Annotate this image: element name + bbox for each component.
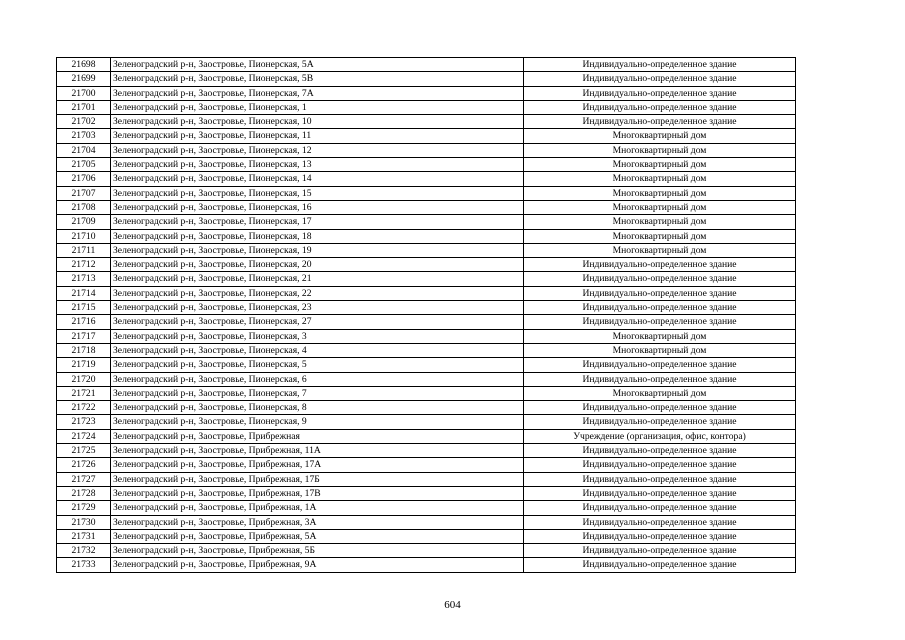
table-row <box>57 558 796 572</box>
row-building-type-cell: Индивидуально-определенное здание <box>524 115 796 129</box>
table-row <box>57 200 796 214</box>
row-building-type-cell: Многоквартирный дом <box>524 215 796 229</box>
row-building-type-cell: Индивидуально-определенное здание <box>524 315 796 329</box>
row-address-cell: Зеленоградский р-н, Заостровье, Пионерская, 22 <box>111 286 524 300</box>
row-id-cell: 21703 <box>57 129 111 143</box>
row-building-type-cell: Индивидуально-определенное здание <box>524 558 796 572</box>
row-address-cell: Зеленоградский р-н, Заостровье, Прибрежная, 17Б <box>111 472 524 486</box>
table-row <box>57 286 796 300</box>
row-building-type-cell: Индивидуально-определенное здание <box>524 358 796 372</box>
row-id-cell: 21729 <box>57 501 111 515</box>
row-building-type-cell: Индивидуально-определенное здание <box>524 286 796 300</box>
row-address-cell: Зеленоградский р-н, Заостровье, Пионерская, 7 <box>111 386 524 400</box>
table-row <box>57 329 796 343</box>
table-row <box>57 444 796 458</box>
row-building-type-cell: Индивидуально-определенное здание <box>524 415 796 429</box>
row-id-cell: 21708 <box>57 200 111 214</box>
table-row <box>57 229 796 243</box>
row-address-cell: Зеленоградский р-н, Заостровье, Пионерская, 21 <box>111 272 524 286</box>
row-id-cell: 21709 <box>57 215 111 229</box>
row-id-cell: 21713 <box>57 272 111 286</box>
row-id-cell: 21711 <box>57 243 111 257</box>
table-row <box>57 501 796 515</box>
row-address-cell: Зеленоградский р-н, Заостровье, Прибрежная, 5А <box>111 529 524 543</box>
row-address-cell: Зеленоградский р-н, Заостровье, Пионерская, 19 <box>111 243 524 257</box>
row-address-cell: Зеленоградский р-н, Заостровье, Пионерская, 8 <box>111 401 524 415</box>
table-row <box>57 258 796 272</box>
row-id-cell: 21731 <box>57 529 111 543</box>
row-building-type-cell: Многоквартирный дом <box>524 200 796 214</box>
row-building-type-cell: Многоквартирный дом <box>524 329 796 343</box>
row-address-cell: Зеленоградский р-н, Заостровье, Пионерская, 3 <box>111 329 524 343</box>
table-row <box>57 415 796 429</box>
table-row <box>57 358 796 372</box>
row-building-type-cell: Индивидуально-определенное здание <box>524 444 796 458</box>
row-address-cell: Зеленоградский р-н, Заостровье, Пионерская, 17 <box>111 215 524 229</box>
row-building-type-cell: Многоквартирный дом <box>524 172 796 186</box>
row-id-cell: 21723 <box>57 415 111 429</box>
row-id-cell: 21724 <box>57 429 111 443</box>
row-id-cell: 21719 <box>57 358 111 372</box>
row-building-type-cell: Многоквартирный дом <box>524 343 796 357</box>
row-id-cell: 21701 <box>57 100 111 114</box>
table-row <box>57 243 796 257</box>
page-number: 604 <box>444 599 461 611</box>
row-address-cell: Зеленоградский р-н, Заостровье, Пионерская, 23 <box>111 301 524 315</box>
table-row <box>57 186 796 200</box>
row-id-cell: 21728 <box>57 486 111 500</box>
row-address-cell: Зеленоградский р-н, Заостровье, Пионерская, 6 <box>111 372 524 386</box>
row-building-type-cell: Индивидуально-определенное здание <box>524 301 796 315</box>
row-address-cell: Зеленоградский р-н, Заостровье, Пионерская, 13 <box>111 158 524 172</box>
row-building-type-cell: Многоквартирный дом <box>524 186 796 200</box>
row-building-type-cell: Многоквартирный дом <box>524 386 796 400</box>
row-building-type-cell: Индивидуально-определенное здание <box>524 501 796 515</box>
row-address-cell: Зеленоградский р-н, Заостровье, Пионерская, 14 <box>111 172 524 186</box>
row-address-cell: Зеленоградский р-н, Заостровье, Прибрежная, 1А <box>111 501 524 515</box>
table-row <box>57 386 796 400</box>
table-row <box>57 401 796 415</box>
registry-table <box>56 57 796 573</box>
row-building-type-cell: Индивидуально-определенное здание <box>524 486 796 500</box>
row-building-type-cell: Индивидуально-определенное здание <box>524 529 796 543</box>
row-building-type-cell: Индивидуально-определенное здание <box>524 458 796 472</box>
row-id-cell: 21720 <box>57 372 111 386</box>
row-id-cell: 21714 <box>57 286 111 300</box>
row-id-cell: 21700 <box>57 86 111 100</box>
row-id-cell: 21716 <box>57 315 111 329</box>
row-address-cell: Зеленоградский р-н, Заостровье, Пионерская, 4 <box>111 343 524 357</box>
table-row <box>57 58 796 72</box>
row-address-cell: Зеленоградский р-н, Заостровье, Пионерская, 10 <box>111 115 524 129</box>
row-address-cell: Зеленоградский р-н, Заостровье, Прибрежная, 3А <box>111 515 524 529</box>
row-building-type-cell: Индивидуально-определенное здание <box>524 472 796 486</box>
table-row <box>57 215 796 229</box>
row-address-cell: Зеленоградский р-н, Заостровье, Пионерская, 16 <box>111 200 524 214</box>
row-id-cell: 21722 <box>57 401 111 415</box>
row-address-cell: Зеленоградский р-н, Заостровье, Пионерская, 20 <box>111 258 524 272</box>
row-id-cell: 21726 <box>57 458 111 472</box>
registry-table-body <box>57 58 796 573</box>
table-row <box>57 529 796 543</box>
table-row <box>57 458 796 472</box>
row-address-cell: Зеленоградский р-н, Заостровье, Пионерская, 1 <box>111 100 524 114</box>
table-row <box>57 343 796 357</box>
row-id-cell: 21727 <box>57 472 111 486</box>
table-row <box>57 158 796 172</box>
table-row <box>57 315 796 329</box>
row-building-type-cell: Индивидуально-определенное здание <box>524 258 796 272</box>
row-address-cell: Зеленоградский р-н, Заостровье, Пионерская, 5 <box>111 358 524 372</box>
table-row <box>57 472 796 486</box>
row-building-type-cell: Индивидуально-определенное здание <box>524 372 796 386</box>
row-building-type-cell: Индивидуально-определенное здание <box>524 58 796 72</box>
table-row <box>57 100 796 114</box>
row-building-type-cell: Индивидуально-определенное здание <box>524 544 796 558</box>
table-row <box>57 544 796 558</box>
row-id-cell: 21710 <box>57 229 111 243</box>
row-building-type-cell: Многоквартирный дом <box>524 129 796 143</box>
row-address-cell: Зеленоградский р-н, Заостровье, Пионерская, 27 <box>111 315 524 329</box>
row-id-cell: 21721 <box>57 386 111 400</box>
row-address-cell: Зеленоградский р-н, Заостровье, Прибрежная, 9А <box>111 558 524 572</box>
row-building-type-cell: Индивидуально-определенное здание <box>524 401 796 415</box>
row-address-cell: Зеленоградский р-н, Заостровье, Пионерская, 15 <box>111 186 524 200</box>
row-building-type-cell: Учреждение (организация, офис, контора) <box>524 429 796 443</box>
row-address-cell: Зеленоградский р-н, Заостровье, Пионерская, 12 <box>111 143 524 157</box>
row-id-cell: 21725 <box>57 444 111 458</box>
row-id-cell: 21707 <box>57 186 111 200</box>
row-id-cell: 21717 <box>57 329 111 343</box>
row-building-type-cell: Многоквартирный дом <box>524 158 796 172</box>
row-building-type-cell: Многоквартирный дом <box>524 143 796 157</box>
row-address-cell: Зеленоградский р-н, Заостровье, Пионерская, 9 <box>111 415 524 429</box>
table-row <box>57 486 796 500</box>
row-building-type-cell: Индивидуально-определенное здание <box>524 72 796 86</box>
table-row <box>57 372 796 386</box>
row-id-cell: 21705 <box>57 158 111 172</box>
row-address-cell: Зеленоградский р-н, Заостровье, Пионерская, 5В <box>111 72 524 86</box>
row-building-type-cell: Индивидуально-определенное здание <box>524 86 796 100</box>
row-building-type-cell: Многоквартирный дом <box>524 243 796 257</box>
row-id-cell: 21718 <box>57 343 111 357</box>
row-id-cell: 21715 <box>57 301 111 315</box>
row-building-type-cell: Многоквартирный дом <box>524 229 796 243</box>
table-row <box>57 72 796 86</box>
row-address-cell: Зеленоградский р-н, Заостровье, Пионерская, 11 <box>111 129 524 143</box>
table-row <box>57 429 796 443</box>
row-id-cell: 21712 <box>57 258 111 272</box>
row-address-cell: Зеленоградский р-н, Заостровье, Пионерская, 7А <box>111 86 524 100</box>
table-row <box>57 143 796 157</box>
row-address-cell: Зеленоградский р-н, Заостровье, Прибрежная, 17В <box>111 486 524 500</box>
table-row <box>57 86 796 100</box>
table-row <box>57 115 796 129</box>
row-id-cell: 21699 <box>57 72 111 86</box>
row-id-cell: 21698 <box>57 58 111 72</box>
row-id-cell: 21730 <box>57 515 111 529</box>
row-id-cell: 21732 <box>57 544 111 558</box>
row-building-type-cell: Индивидуально-определенное здание <box>524 272 796 286</box>
table-row <box>57 172 796 186</box>
table-row <box>57 272 796 286</box>
row-address-cell: Зеленоградский р-н, Заостровье, Пионерская, 5А <box>111 58 524 72</box>
table-row <box>57 129 796 143</box>
row-building-type-cell: Индивидуально-определенное здание <box>524 100 796 114</box>
row-address-cell: Зеленоградский р-н, Заостровье, Прибрежная, 11А <box>111 444 524 458</box>
row-building-type-cell: Индивидуально-определенное здание <box>524 515 796 529</box>
row-id-cell: 21704 <box>57 143 111 157</box>
row-address-cell: Зеленоградский р-н, Заостровье, Пионерская, 18 <box>111 229 524 243</box>
row-id-cell: 21702 <box>57 115 111 129</box>
row-id-cell: 21733 <box>57 558 111 572</box>
table-row <box>57 515 796 529</box>
table-row <box>57 301 796 315</box>
row-address-cell: Зеленоградский р-н, Заостровье, Прибрежная <box>111 429 524 443</box>
row-id-cell: 21706 <box>57 172 111 186</box>
row-address-cell: Зеленоградский р-н, Заостровье, Прибрежная, 5Б <box>111 544 524 558</box>
row-address-cell: Зеленоградский р-н, Заостровье, Прибрежная, 17А <box>111 458 524 472</box>
